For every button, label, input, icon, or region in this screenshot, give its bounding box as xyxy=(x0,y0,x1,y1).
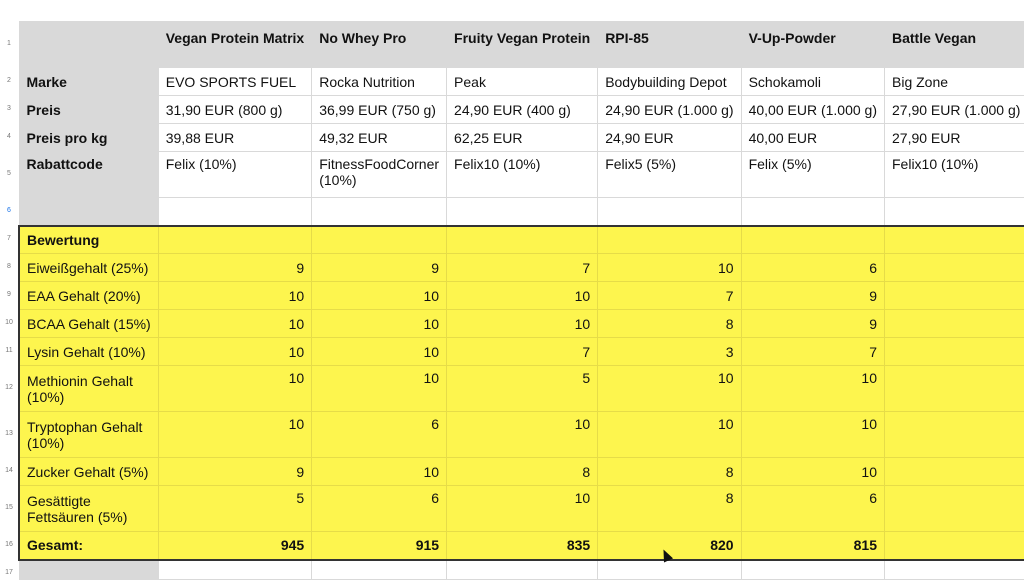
rating-cell[interactable]: 10 xyxy=(158,310,311,338)
rating-cell[interactable]: 10 xyxy=(312,458,447,486)
rating-cell[interactable]: 10 xyxy=(598,366,741,412)
row-number[interactable]: 6 xyxy=(0,197,18,225)
rating-label[interactable]: Tryptophan Gehalt (10%) xyxy=(19,412,158,458)
empty-cell[interactable] xyxy=(598,198,741,226)
row-number[interactable]: 3 xyxy=(0,95,18,123)
rating-cell[interactable]: 6 xyxy=(312,412,447,458)
rating-cell[interactable]: 10 xyxy=(447,412,598,458)
rating-cell[interactable]: 10 xyxy=(158,338,311,366)
cell[interactable]: 31,90 EUR (800 g) xyxy=(158,96,311,124)
total-cell[interactable]: 915 xyxy=(312,532,447,560)
empty-cell[interactable] xyxy=(312,226,447,254)
cell[interactable]: 36,99 EUR (750 g) xyxy=(312,96,447,124)
rating-cell[interactable]: 5 xyxy=(447,366,598,412)
empty-cell[interactable] xyxy=(312,560,447,580)
rating-cell[interactable]: 7 xyxy=(598,282,741,310)
cell[interactable]: EVO SPORTS FUEL xyxy=(158,68,311,96)
header-cell[interactable]: No Whey Pro xyxy=(312,22,447,68)
info-row-preis-pro-kg xyxy=(19,124,1024,152)
rating-row xyxy=(19,486,1024,532)
cell[interactable]: 24,90 EUR xyxy=(598,124,741,152)
row-number[interactable]: 2 xyxy=(0,67,18,95)
empty-cell[interactable] xyxy=(741,226,884,254)
row-label[interactable]: Preis xyxy=(19,96,158,124)
rating-label[interactable]: Methionin Gehalt (10%) xyxy=(19,366,158,412)
empty-cell[interactable] xyxy=(885,226,1024,254)
rating-cell[interactable]: 8 xyxy=(447,458,598,486)
row-number[interactable]: 5 xyxy=(0,151,18,197)
rating-cell[interactable]: 10 xyxy=(741,412,884,458)
rating-cell[interactable]: 7 xyxy=(447,338,598,366)
cell[interactable]: Rocka Nutrition xyxy=(312,68,447,96)
cell[interactable]: 24,90 EUR (1.000 g) xyxy=(598,96,741,124)
cell[interactable]: Felix (5%) xyxy=(741,152,884,198)
row-label[interactable]: Rabattcode xyxy=(19,152,158,198)
cell[interactable]: Big Zone xyxy=(885,68,1024,96)
rating-cell[interactable]: 9 xyxy=(741,282,884,310)
rating-cell[interactable]: 9 xyxy=(158,458,311,486)
rating-cell[interactable]: 10 xyxy=(598,254,741,282)
row-number[interactable]: 11 xyxy=(0,337,18,365)
empty-cell[interactable] xyxy=(447,560,598,580)
spreadsheet-grid xyxy=(18,21,1024,580)
cell[interactable]: 62,25 EUR xyxy=(447,124,598,152)
total-label[interactable]: Gesamt: xyxy=(19,532,158,560)
rating-cell[interactable]: 10 xyxy=(312,338,447,366)
empty-cell[interactable] xyxy=(447,198,598,226)
row-number[interactable]: 9 xyxy=(0,281,18,309)
rating-cell[interactable]: 8 xyxy=(598,310,741,338)
header-row xyxy=(19,22,1024,68)
rating-cell[interactable]: 10 xyxy=(158,366,311,412)
row-number[interactable]: 7 xyxy=(0,225,18,253)
rating-title[interactable]: Bewertung xyxy=(19,226,158,254)
rating-cell[interactable]: 10 xyxy=(312,310,447,338)
cell[interactable]: 40,00 EUR (1.000 g) xyxy=(741,96,884,124)
rating-label[interactable]: Gesättigte Fettsäuren (5%) xyxy=(19,486,158,532)
rating-cell[interactable]: 8 xyxy=(598,458,741,486)
empty-cell[interactable] xyxy=(19,560,158,580)
rating-title-row xyxy=(19,226,1024,254)
row-number[interactable]: 10 xyxy=(0,309,18,337)
rating-row xyxy=(19,412,1024,458)
rating-cell[interactable] xyxy=(885,458,1024,486)
rating-cell[interactable]: 10 xyxy=(447,486,598,532)
row-label[interactable]: Preis pro kg xyxy=(19,124,158,152)
row-number[interactable]: 4 xyxy=(0,123,18,151)
rating-cell[interactable] xyxy=(885,254,1024,282)
rating-row xyxy=(19,282,1024,310)
cell[interactable]: 27,90 EUR xyxy=(885,124,1024,152)
empty-cell[interactable] xyxy=(598,226,741,254)
rating-cell[interactable]: 10 xyxy=(158,412,311,458)
cell[interactable]: Felix10 (10%) xyxy=(447,152,598,198)
cell[interactable]: Felix5 (5%) xyxy=(598,152,741,198)
rating-cell[interactable]: 10 xyxy=(447,310,598,338)
row-number[interactable]: 12 xyxy=(0,365,18,411)
rating-cell[interactable]: 6 xyxy=(741,486,884,532)
total-cell[interactable]: 820 xyxy=(598,532,741,560)
rating-cell[interactable]: 7 xyxy=(741,338,884,366)
sheet-top-strip xyxy=(0,0,1024,21)
rating-cell[interactable]: 10 xyxy=(741,366,884,412)
rating-label[interactable]: Lysin Gehalt (10%) xyxy=(19,338,158,366)
rating-cell[interactable]: 10 xyxy=(312,282,447,310)
rating-row xyxy=(19,338,1024,366)
rating-cell[interactable]: 9 xyxy=(158,254,311,282)
rating-cell[interactable]: 10 xyxy=(447,282,598,310)
total-cell[interactable] xyxy=(885,532,1024,560)
rating-cell[interactable] xyxy=(885,310,1024,338)
rating-row xyxy=(19,310,1024,338)
cell[interactable]: 49,32 EUR xyxy=(312,124,447,152)
rating-cell[interactable]: 10 xyxy=(312,366,447,412)
empty-cell[interactable] xyxy=(19,198,158,226)
empty-row xyxy=(19,198,1024,226)
total-cell[interactable]: 835 xyxy=(447,532,598,560)
cell[interactable]: Schokamoli xyxy=(741,68,884,96)
rating-cell[interactable]: 8 xyxy=(598,486,741,532)
rating-cell[interactable] xyxy=(885,412,1024,458)
row-number[interactable]: 15 xyxy=(0,485,18,531)
row-number[interactable]: 8 xyxy=(0,253,18,281)
row-label[interactable]: Marke xyxy=(19,68,158,96)
cell[interactable]: Felix (10%) xyxy=(158,152,311,198)
empty-cell[interactable] xyxy=(885,560,1024,580)
total-cell[interactable]: 815 xyxy=(741,532,884,560)
rating-cell[interactable] xyxy=(885,338,1024,366)
rating-label[interactable]: Zucker Gehalt (5%) xyxy=(19,458,158,486)
cell[interactable]: FitnessFoodCorner (10%) xyxy=(312,152,447,198)
rating-cell[interactable]: 6 xyxy=(741,254,884,282)
header-cell[interactable]: RPI-85 xyxy=(598,22,741,68)
cell[interactable]: 27,90 EUR (1.000 g) xyxy=(885,96,1024,124)
total-row xyxy=(19,532,1024,560)
empty-cell[interactable] xyxy=(885,198,1024,226)
rating-cell[interactable]: 10 xyxy=(598,412,741,458)
rating-row xyxy=(19,254,1024,282)
rating-label[interactable]: EAA Gehalt (20%) xyxy=(19,282,158,310)
cell[interactable]: 24,90 EUR (400 g) xyxy=(447,96,598,124)
empty-cell[interactable] xyxy=(598,560,741,580)
rating-cell[interactable]: 9 xyxy=(741,310,884,338)
rating-label[interactable]: BCAA Gehalt (15%) xyxy=(19,310,158,338)
total-cell[interactable]: 945 xyxy=(158,532,311,560)
empty-cell[interactable] xyxy=(158,226,311,254)
rating-cell[interactable]: 10 xyxy=(741,458,884,486)
row-number[interactable]: 1 xyxy=(0,21,18,67)
rating-label[interactable]: Eiweißgehalt (25%) xyxy=(19,254,158,282)
header-cell-blank[interactable] xyxy=(19,22,158,68)
row-number[interactable]: 17 xyxy=(0,559,18,587)
cell[interactable]: 39,88 EUR xyxy=(158,124,311,152)
empty-cell[interactable] xyxy=(158,198,311,226)
cell[interactable]: Peak xyxy=(447,68,598,96)
rating-cell[interactable]: 3 xyxy=(598,338,741,366)
empty-cell[interactable] xyxy=(741,198,884,226)
empty-cell[interactable] xyxy=(447,226,598,254)
cell[interactable]: Bodybuilding Depot xyxy=(598,68,741,96)
info-row-rabattcode xyxy=(19,152,1024,198)
rating-row xyxy=(19,458,1024,486)
rating-cell[interactable] xyxy=(885,282,1024,310)
rating-cell[interactable] xyxy=(885,486,1024,532)
cell[interactable]: 40,00 EUR xyxy=(741,124,884,152)
rating-cell[interactable] xyxy=(885,366,1024,412)
empty-row xyxy=(19,560,1024,580)
header-cell[interactable]: Fruity Vegan Protein xyxy=(447,22,598,68)
rating-cell[interactable]: 9 xyxy=(312,254,447,282)
cell[interactable]: Felix10 (10%) xyxy=(885,152,1024,198)
empty-cell[interactable] xyxy=(312,198,447,226)
row-number[interactable]: 16 xyxy=(0,531,18,559)
info-row-marke xyxy=(19,68,1024,96)
row-number[interactable]: 14 xyxy=(0,457,18,485)
rating-cell[interactable]: 6 xyxy=(312,486,447,532)
row-number[interactable]: 13 xyxy=(0,411,18,457)
rating-cell[interactable]: 7 xyxy=(447,254,598,282)
empty-cell[interactable] xyxy=(741,560,884,580)
header-cell[interactable]: Vegan Protein Matrix xyxy=(158,22,311,68)
info-row-preis xyxy=(19,96,1024,124)
empty-cell[interactable] xyxy=(158,560,311,580)
header-cell[interactable]: Battle Vegan xyxy=(885,22,1024,68)
rating-cell[interactable]: 5 xyxy=(158,486,311,532)
header-cell[interactable]: V-Up-Powder xyxy=(741,22,884,68)
rating-cell[interactable]: 10 xyxy=(158,282,311,310)
rating-row xyxy=(19,366,1024,412)
